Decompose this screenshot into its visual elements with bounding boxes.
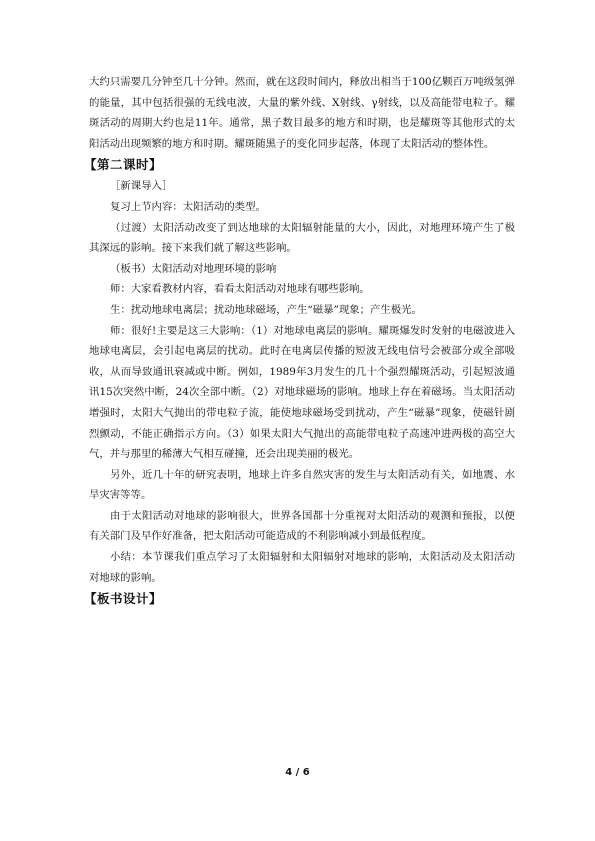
paragraph-transition: （过渡）太阳活动改变了到达地球的太阳辐射能量的大小，因此，对地理环境产生了极其深远的影响。接下来我们就了解这些影响。: [89, 221, 515, 255]
paragraph-flare-energy: 大约只需要几分钟至几十分钟。然而，就在这段时间内，释放出相当于100亿颗百万吨级氢弹的能量，其中包括很强的无线电波，大量的紫外线、X射线、γ射线，以及高能带电粒子。耀斑活动的周期大约也是11年。通常，黑子数目最多的地方和时期，也是耀斑等其他形式的太阳活动出现频繁的地方和时期。耀斑随黑子的变化同步起落，体现了太阳活动的整体性。: [89, 76, 515, 150]
page-number: 4 / 6: [285, 767, 310, 778]
paragraph-summary: 小结：本节课我们重点学习了太阳辐射和太阳辐射对地球的影响，太阳活动及太阳活动对地球的影响。: [89, 551, 515, 584]
section-heading-second-lesson: 【第二课时】: [84, 157, 163, 173]
paragraph-teacher-question: 师：大家看教材内容，看看太阳活动对地球有哪些影响。: [110, 283, 370, 296]
page-content: [84, 72, 515, 610]
paragraph-natural-disasters: 另外，近几十年的研究表明，地球上许多自然灾害的发生与太阳活动有关，如地震、水旱灾害等等。: [89, 468, 515, 502]
paragraph-new-lesson-intro: ［新课导入］: [110, 180, 173, 193]
paragraph-blackboard: （板书）太阳活动对地理环境的影响: [110, 262, 277, 275]
paragraph-review: 复习上节内容：太阳活动的类型。: [110, 200, 266, 213]
paragraph-student-answer: 生：扰动地球电离层；扰动地球磁场，产生“磁暴”现象；产生极光。: [110, 303, 422, 316]
paragraph-teacher-explanation: 师：很好!主要是这三大影响：（1）对地球电离层的影响。耀斑爆发时发射的电磁波进入地球电离层，会引起电离层的扰动。此时在电离层传播的短波无线电信号会被部分或全部吸收，从而导致通讯衰减或中断。例如，1989年3月发生的几十个强烈耀斑活动，引起短波通讯15次突然中断，24次全部中断。（2）对地球磁场的影响。地球上存在着磁场。当太阳活动增强时，太阳大气抛出的带电粒子流，能使地球磁场受到扰动，产生“磁暴”现象，使磁针剧烈颤动，不能正确指示方向。（3）如果太阳大气抛出的高能带电粒子高速冲进两极的高空大气，并与那里的稀薄大气相互碰撞，还会出现美丽的极光。: [89, 324, 515, 461]
section-heading-blackboard-design: 【板书设计】: [84, 591, 163, 607]
paragraph-observation: 由于太阳活动对地球的影响很大，世界各国都十分重视对太阳活动的观测和预报，以便有关部门及早作好准备，把太阳活动可能造成的不利影响减小到最低程度。: [89, 509, 515, 543]
